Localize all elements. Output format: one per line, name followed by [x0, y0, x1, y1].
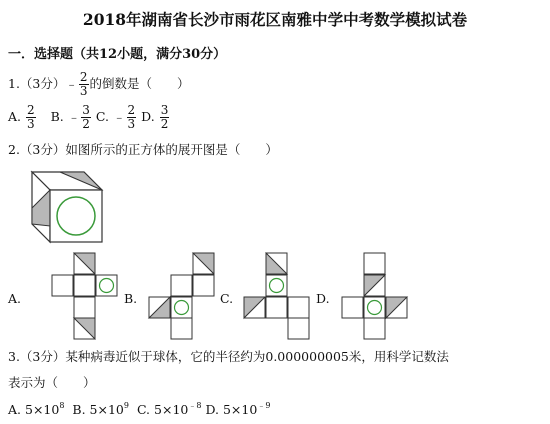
option-b[interactable]: B. ﹣ $\frac{3}{2}$ [50, 103, 90, 131]
option-a[interactable]: A. $5\times 10^8$ [8, 401, 65, 417]
question-2-stem: 2.（3分）如图所示的正方体的展开图是（ ） [8, 142, 278, 157]
net-option-b [145, 252, 219, 340]
net-option-a [48, 252, 122, 340]
question-1-stem: 1.（3分）﹣ $\frac{2}{3}$ 的倒数是（ ） [8, 70, 190, 98]
option-d[interactable]: D. $5\times 10^{﹣9}$ [205, 401, 271, 417]
net-option-d [338, 252, 412, 340]
fraction: $\frac{2}{3}$ [79, 70, 88, 98]
q2-option-a-label[interactable]: A. [8, 291, 22, 306]
option-b[interactable]: B. $5\times 10^9$ [72, 401, 129, 417]
question-3-stem-line1: 3.（3分）某种病毒近似于球体，它的半径约为0.000000005米，用科学记数法 [8, 349, 449, 364]
question-3-stem-line2: 表示为（ ） [8, 375, 96, 390]
cube-figure [26, 168, 108, 248]
q2-option-d-label[interactable]: D. [316, 291, 330, 306]
q2-option-c-label[interactable]: C. [220, 291, 234, 306]
question-1-options [8, 104, 170, 131]
question-3-options [8, 400, 270, 417]
net-option-c [240, 252, 314, 340]
page-title: 2018年湖南省长沙市雨花区南雅中学中考数学模拟试卷 [82, 10, 468, 29]
option-c[interactable]: C. ﹣ $\frac{2}{3}$ [95, 103, 136, 131]
option-c[interactable]: C. $5\times 10^{﹣8}$ [136, 401, 202, 417]
option-d[interactable]: D. $\frac{3}{2}$ [141, 103, 169, 131]
option-a[interactable]: A. $\frac{2}{3}$ [8, 103, 35, 131]
q2-option-b-label[interactable]: B. [124, 291, 138, 306]
section-heading: 一．选择题（共12小题，满分30分） [8, 47, 227, 62]
